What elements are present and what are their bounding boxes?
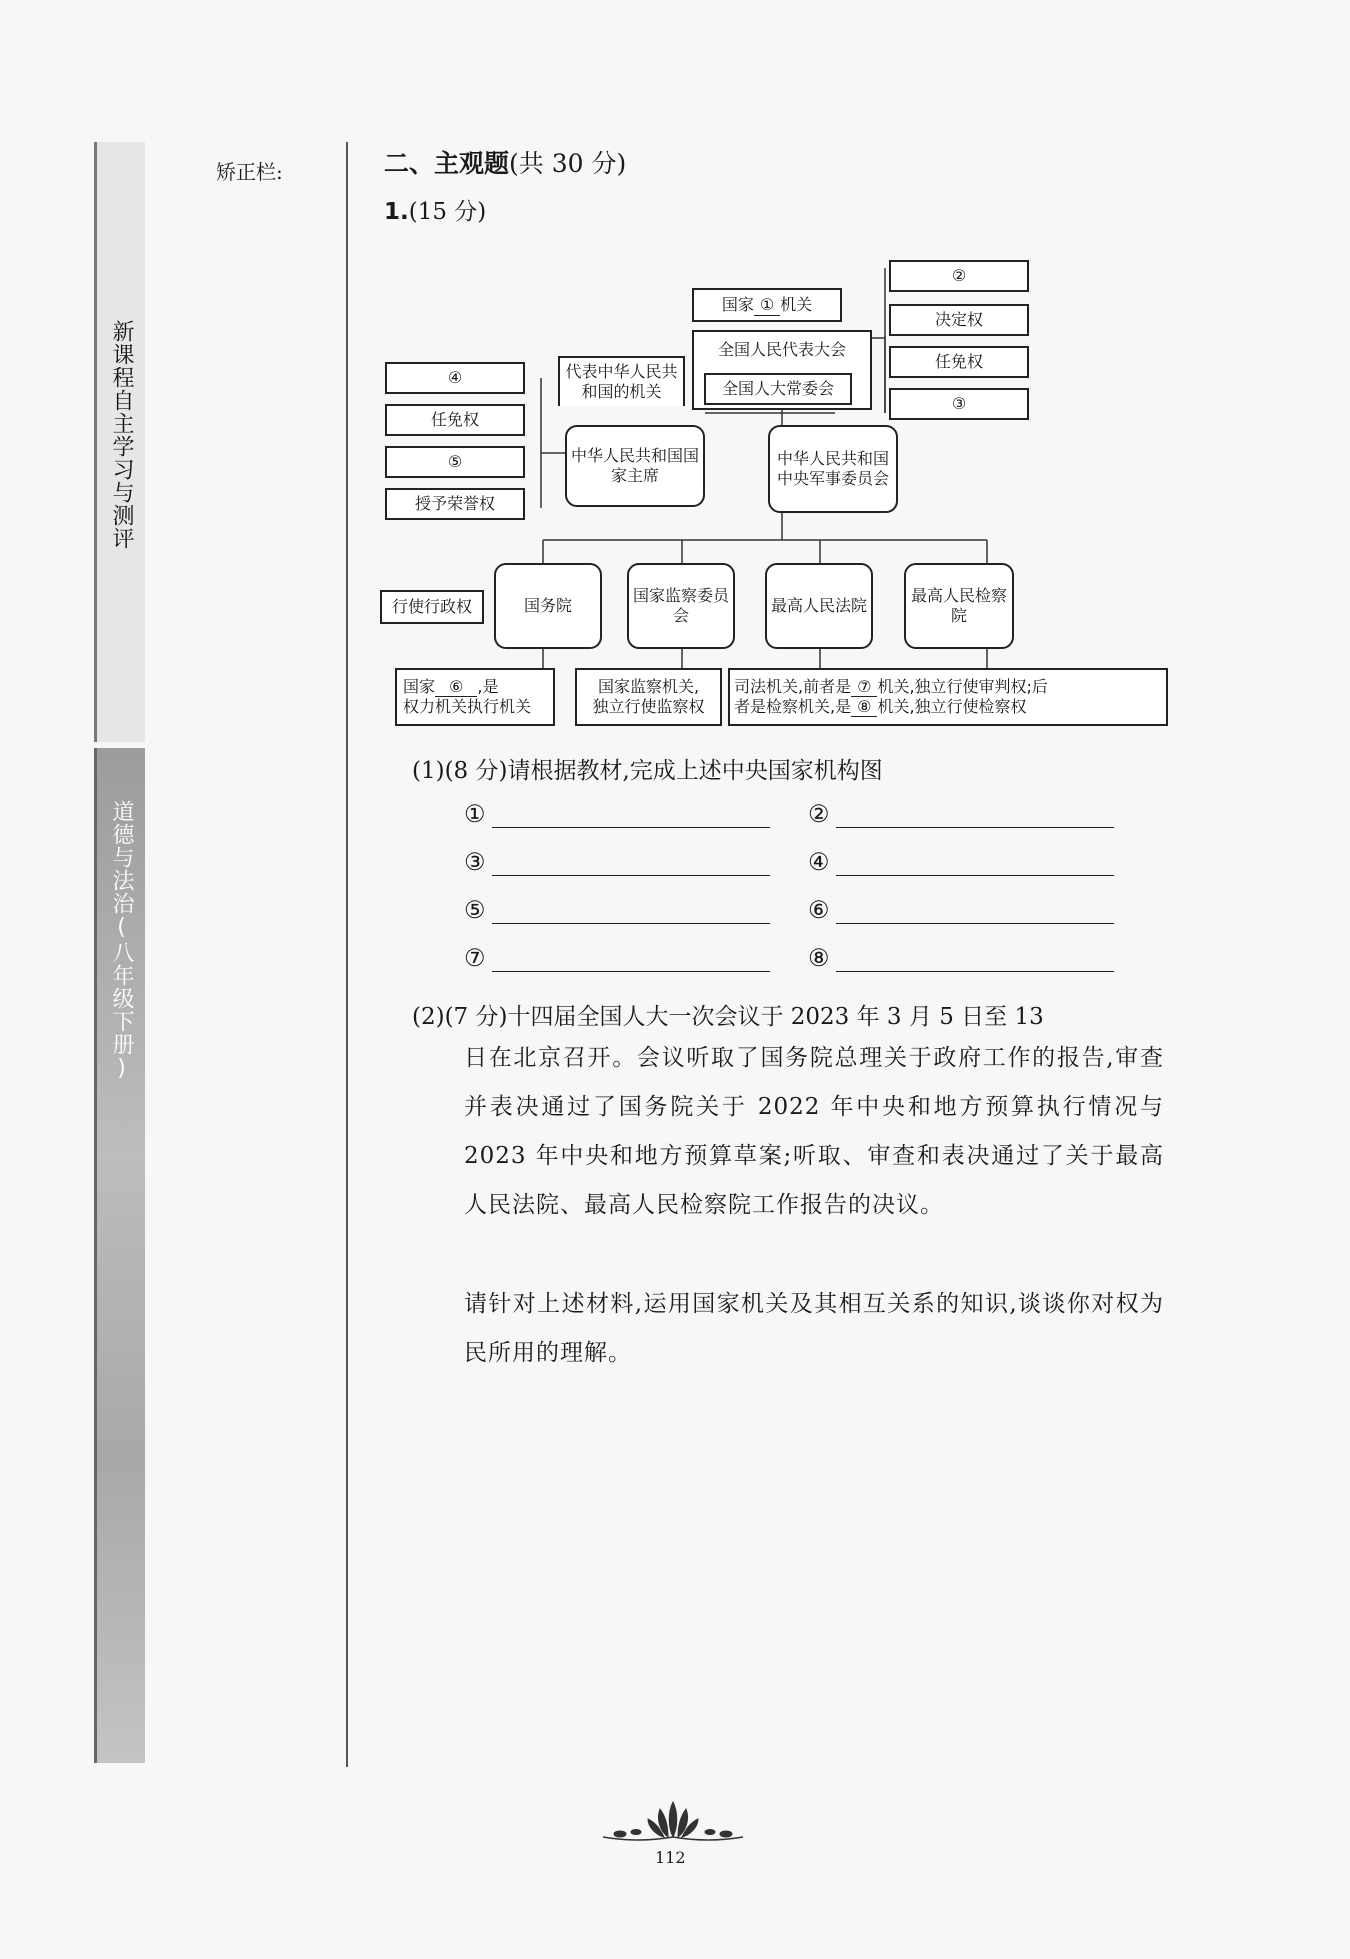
question-1-heading: 1.(15 分) <box>384 199 487 225</box>
npc-type-box: 国家 ① 机关 <box>692 288 842 322</box>
president-power-honor: 授予荣誉权 <box>385 488 525 520</box>
footer-ornament-icon <box>598 1797 748 1847</box>
supervision-desc-box: 国家监察机关, 独立行使监察权 <box>575 668 722 726</box>
npc-box: 全国人民代表大会 <box>692 330 872 410</box>
answer-1[interactable]: ① <box>464 800 770 828</box>
president-desc-box: 代表中华人民共和国的机关 <box>558 356 685 406</box>
answer-7[interactable]: ⑦ <box>464 944 770 972</box>
part-2-material: 日在北京召开。会议听取了国务院总理关于政府工作的报告,审查并表决通过了国务院关于 2022 年中央和地方预算执行情况与 2023 年中央和地方预算草案;听取、审查和表决通过了关于最高人民法院、最高人民检察院工作报告的决议。 <box>464 1045 1164 1218</box>
supreme-procuratorate-box: 最高人民检察院 <box>904 563 1014 649</box>
margin-divider <box>346 142 348 1767</box>
npc-power-2: ② <box>889 260 1029 292</box>
part-1-prompt: (1)(8 分)请根据教材,完成上述中央国家机构图 <box>412 758 883 784</box>
answer-2[interactable]: ② <box>808 800 1114 828</box>
state-organs-diagram <box>375 258 1175 738</box>
state-council-power-box: 行使行政权 <box>380 590 484 624</box>
page-number: 112 <box>655 1848 686 1867</box>
section-heading: 二、主观题(共 30 分) <box>384 149 627 178</box>
judicial-desc-box: 司法机关,前者是 ⑦ 机关,独立行使审判权;后 者是检察机关,是 ⑧ 机关,独立行使检察权 <box>728 668 1168 726</box>
state-council-desc-box: 国家 ⑥ ,是 权力机关执行机关 <box>395 668 555 726</box>
president-box: 中华人民共和国国家主席 <box>565 425 705 507</box>
state-council-box: 国务院 <box>494 563 602 649</box>
answer-6[interactable]: ⑥ <box>808 896 1114 924</box>
correction-label: 矫正栏: <box>216 160 283 184</box>
npc-power-3: ③ <box>889 388 1029 420</box>
cmc-box: 中华人民共和国中央军事委员会 <box>768 425 898 513</box>
president-power-5: ⑤ <box>385 446 525 478</box>
npc-power-appointment: 任免权 <box>889 346 1029 378</box>
answer-5[interactable]: ⑤ <box>464 896 770 924</box>
answer-8[interactable]: ⑧ <box>808 944 1114 972</box>
answer-3[interactable]: ③ <box>464 848 770 876</box>
book-title: 新课程自主学习与测评 <box>109 320 134 550</box>
part-2-question: 请针对上述材料,运用国家机关及其相互关系的知识,谈谈你对权为民所用的理解。 <box>464 1291 1164 1366</box>
npc-power-decision: 决定权 <box>889 304 1029 336</box>
supreme-court-box: 最高人民法院 <box>765 563 873 649</box>
part-2-prompt: (2)(7 分)十四届全国人大一次会议于 2023 年 3 月 5 日至 13 <box>412 1004 1044 1030</box>
president-power-appointment: 任免权 <box>385 404 525 436</box>
subject-title: 道德与法治(八年级下册) <box>109 800 134 1082</box>
npc-standing-committee-box: 全国人大常委会 <box>704 373 852 405</box>
president-power-4: ④ <box>385 362 525 394</box>
supervision-commission-box: 国家监察委员会 <box>627 563 735 649</box>
answer-4[interactable]: ④ <box>808 848 1114 876</box>
